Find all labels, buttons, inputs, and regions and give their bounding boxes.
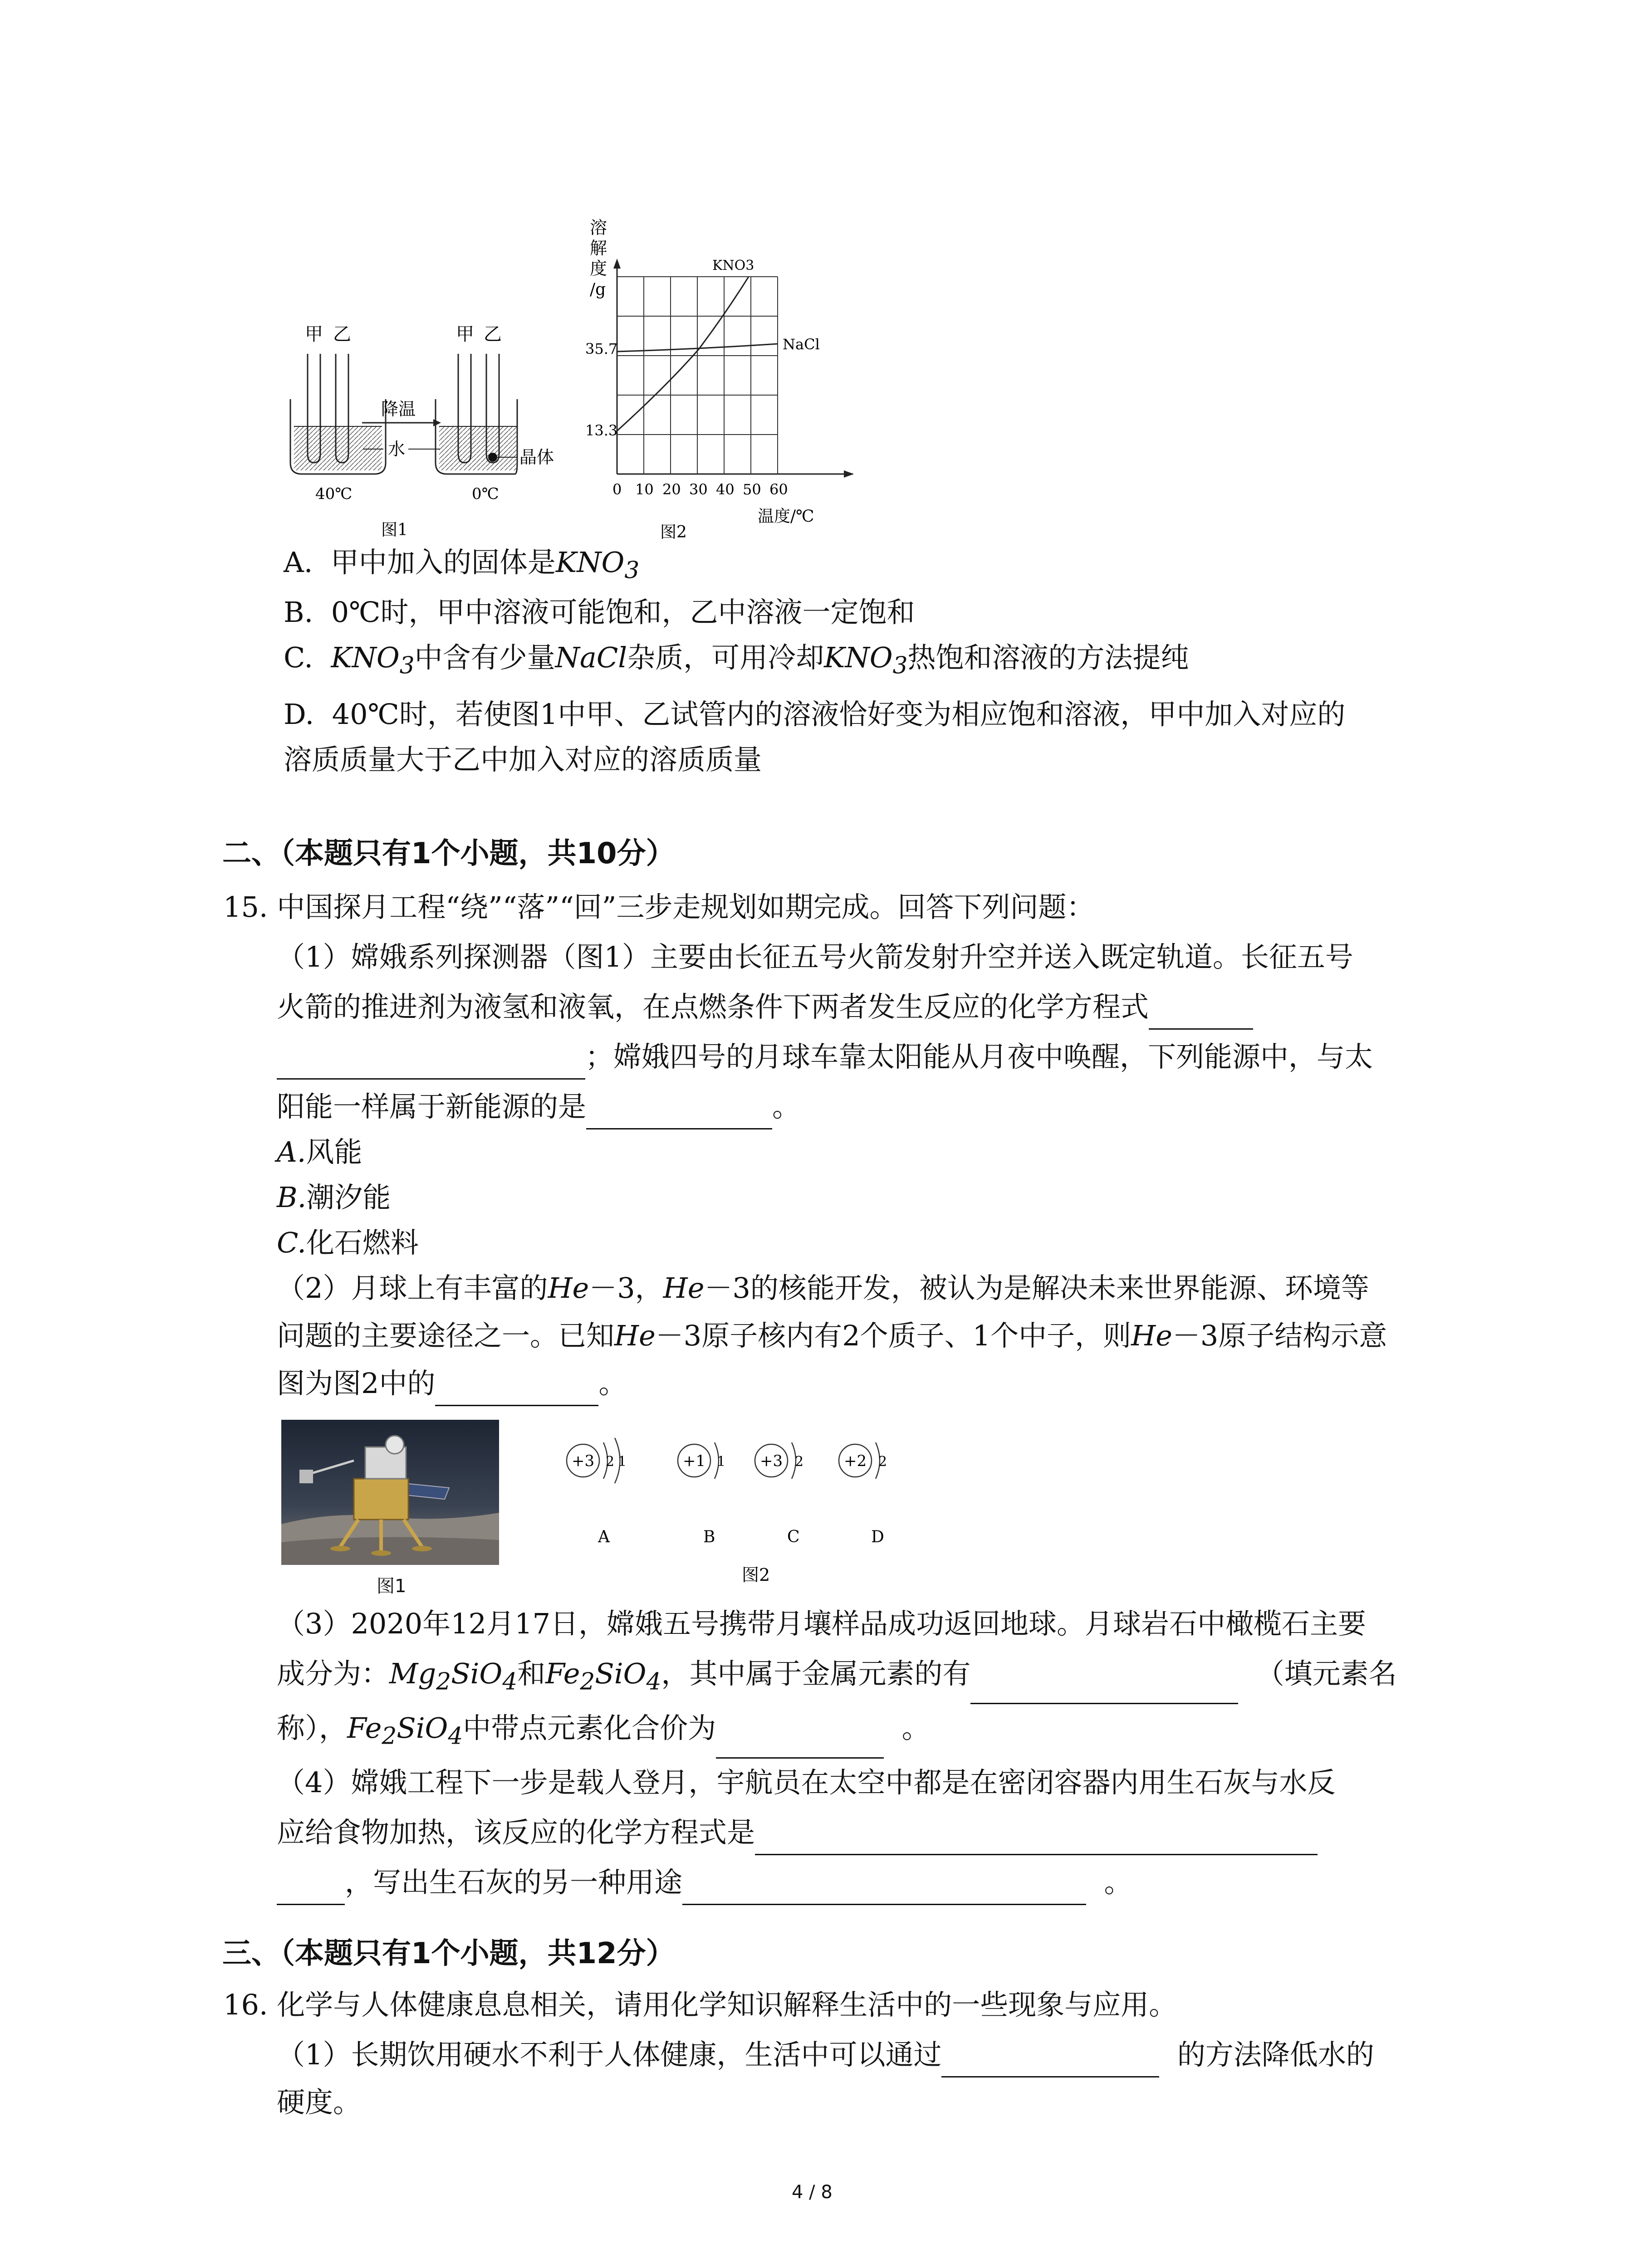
series-label-kno3: KNO3 [712, 258, 754, 274]
svg-text:2: 2 [795, 1454, 804, 1470]
xtick-10: 10 [635, 481, 654, 498]
answer-blank-softening[interactable] [941, 2048, 1159, 2077]
answer-blank-atom[interactable] [435, 1377, 598, 1406]
svg-text:+2: +2 [844, 1452, 867, 1470]
q15-p4-line-1: （4）嫦娥工程下一步是载人登月，宇航员在太空中都是在密闭容器内用生石灰与水反 [277, 1766, 1336, 1799]
atom-c [755, 1442, 803, 1546]
crystal-label: 晶体 [519, 447, 554, 467]
ylabel-char-4: /g [590, 280, 606, 299]
q16-p1-line-1: （1）长期饮用硬水不利于人体健康，生活中可以通过 的方法降低水的 [277, 2032, 1374, 2077]
q15-option-b: B.潮汐能 [277, 1181, 391, 1214]
ytick-35-7: 35.7 [585, 340, 618, 357]
atom-a-letter: A [598, 1528, 610, 1546]
label-yi-left: 乙 [333, 324, 351, 345]
xtick-30: 30 [689, 481, 708, 498]
q15-figure-1-caption: 图1 [377, 1576, 407, 1597]
lunar-lander-photo [281, 1420, 499, 1565]
option-d-line-1: D. 40℃时，若使图1中甲、乙试管内的溶液恰好变为相应饱和溶液，甲中加入对应的 [284, 698, 1346, 731]
figure-2-solubility-chart [576, 213, 857, 540]
water-label: 水 [388, 439, 406, 459]
answer-blank-metal-elements[interactable] [970, 1675, 1238, 1704]
svg-text:2: 2 [878, 1454, 887, 1470]
xtick-0: 0 [612, 481, 622, 498]
option-d-line-2: 溶质质量大于乙中加入对应的溶质质量 [284, 743, 762, 776]
section-2-title: 二、（本题只有1个小题，共10分） [222, 837, 675, 870]
atom-d-letter: D [871, 1528, 884, 1546]
crystal-dot [488, 453, 497, 462]
q15-p2-line-1: （2）月球上有丰富的He－3，He－3的核能开发，被认为是解决未来世界能源、环境等 [277, 1271, 1369, 1305]
svg-text:1: 1 [618, 1454, 627, 1470]
atom-b-letter: B [703, 1528, 715, 1546]
svg-text:1: 1 [717, 1454, 726, 1470]
atom-diagrams [558, 1429, 930, 1592]
q15-figure-2-caption: 图2 [742, 1565, 770, 1585]
xlabel: 温度/℃ [758, 507, 814, 526]
q15-p1-line-2: 火箭的推进剂为液氢和液氧，在点燃条件下两者发生反应的化学方程式 [277, 984, 1253, 1030]
q15-p1-line-3: ；嫦娥四号的月球车靠太阳能从月夜中唤醒，下列能源中，与太 [277, 1034, 1373, 1080]
q16-p1-line-2: 硬度。 [277, 2086, 362, 2119]
option-b: B. 0℃时，甲中溶液可能饱和，乙中溶液一定饱和 [284, 596, 915, 629]
q15-p1-line-1: （1）嫦娥系列探测器（图1）主要由长征五号火箭发射升空并送入既定轨道。长征五号 [277, 940, 1353, 973]
answer-blank-new-energy[interactable] [586, 1100, 772, 1129]
temp-left: 40℃ [315, 485, 353, 503]
answer-blank-equation-b[interactable] [277, 1050, 585, 1080]
svg-text:+3: +3 [572, 1452, 595, 1470]
q16-stem: 16. 化学与人体健康息息相关，请用化学知识解释生活中的一些现象与应用。 [223, 1988, 1177, 2021]
xtick-60: 60 [769, 481, 788, 498]
label-jia-right: 甲 [456, 324, 474, 345]
svg-text:+1: +1 [683, 1452, 706, 1470]
q15-p2-line-3: 图为图2中的 。 [277, 1361, 627, 1406]
q15-stem: 15. 中国探月工程“绕”“落”“回”三步走规划如期完成。回答下列问题： [223, 890, 1095, 924]
answer-blank-equation-a[interactable] [1149, 1000, 1253, 1030]
answer-blank-lime-equation-a[interactable] [755, 1826, 1318, 1855]
ytick-13-3: 13.3 [585, 422, 618, 439]
section-3-title: 三、（本题只有1个小题，共12分） [222, 1937, 675, 1970]
atom-b [678, 1442, 725, 1546]
xtick-40: 40 [716, 481, 735, 498]
q15-p1-line-4: 阳能一样属于新能源的是 。 [277, 1084, 800, 1129]
xtick-20: 20 [662, 481, 681, 498]
q15-p3-line-2: 成分为：$Mg_2SiO_4$和$Fe_2SiO_4$，其中属于金属元素的有 （填元素名 [277, 1651, 1397, 1704]
answer-blank-valence[interactable] [716, 1729, 884, 1759]
q15-option-c: C.化石燃料 [277, 1226, 419, 1259]
ylabel-char-2: 解 [590, 238, 607, 258]
q15-p3-line-3: 称），$Fe_2SiO_4$中带点元素化合价为 。 [277, 1706, 930, 1759]
temp-right: 0℃ [472, 485, 499, 503]
figure-1-beakers [272, 313, 554, 540]
label-jia-left: 甲 [305, 324, 323, 345]
option-a: A. 甲中加入的固体是$KNO_3$ [284, 546, 640, 584]
xtick-50: 50 [743, 481, 761, 498]
arrow-label: 降温 [381, 399, 416, 419]
atom-a [567, 1438, 627, 1546]
q15-p4-line-2: 应给食物加热，该反应的化学方程式是 [277, 1810, 1318, 1855]
figure-2-caption: 图2 [660, 523, 687, 542]
atom-d [839, 1442, 887, 1546]
ylabel-char-3: 度 [590, 259, 607, 279]
q15-p2-line-2: 问题的主要途径之一。已知He－3原子核内有2个质子、1个中子，则He－3原子结构示意 [277, 1319, 1387, 1352]
figure-1-caption: 图1 [381, 521, 408, 539]
series-label-nacl: NaCl [783, 336, 820, 353]
answer-blank-lime-equation-b[interactable] [277, 1876, 345, 1905]
label-yi-right: 乙 [484, 324, 502, 345]
svg-text:2: 2 [606, 1454, 615, 1470]
q15-p3-line-1: （3）2020年12月17日，嫦娥五号携带月壤样品成功返回地球。月球岩石中橄榄石主要 [277, 1607, 1367, 1640]
svg-text:+3: +3 [760, 1452, 783, 1470]
page-number: 4 / 8 [792, 2182, 833, 2203]
ylabel-char-1: 溶 [590, 218, 607, 238]
answer-blank-lime-use[interactable] [682, 1876, 1086, 1905]
atom-c-letter: C [787, 1528, 800, 1546]
q15-option-a: A.风能 [277, 1135, 362, 1168]
q15-p4-line-3: ，写出生石灰的另一种用途 。 [277, 1860, 1132, 1905]
option-c: C. $KNO_3$中含有少量NaCl杂质，可用冷却$KNO_3$热饱和溶液的方法提纯 [284, 641, 1189, 679]
